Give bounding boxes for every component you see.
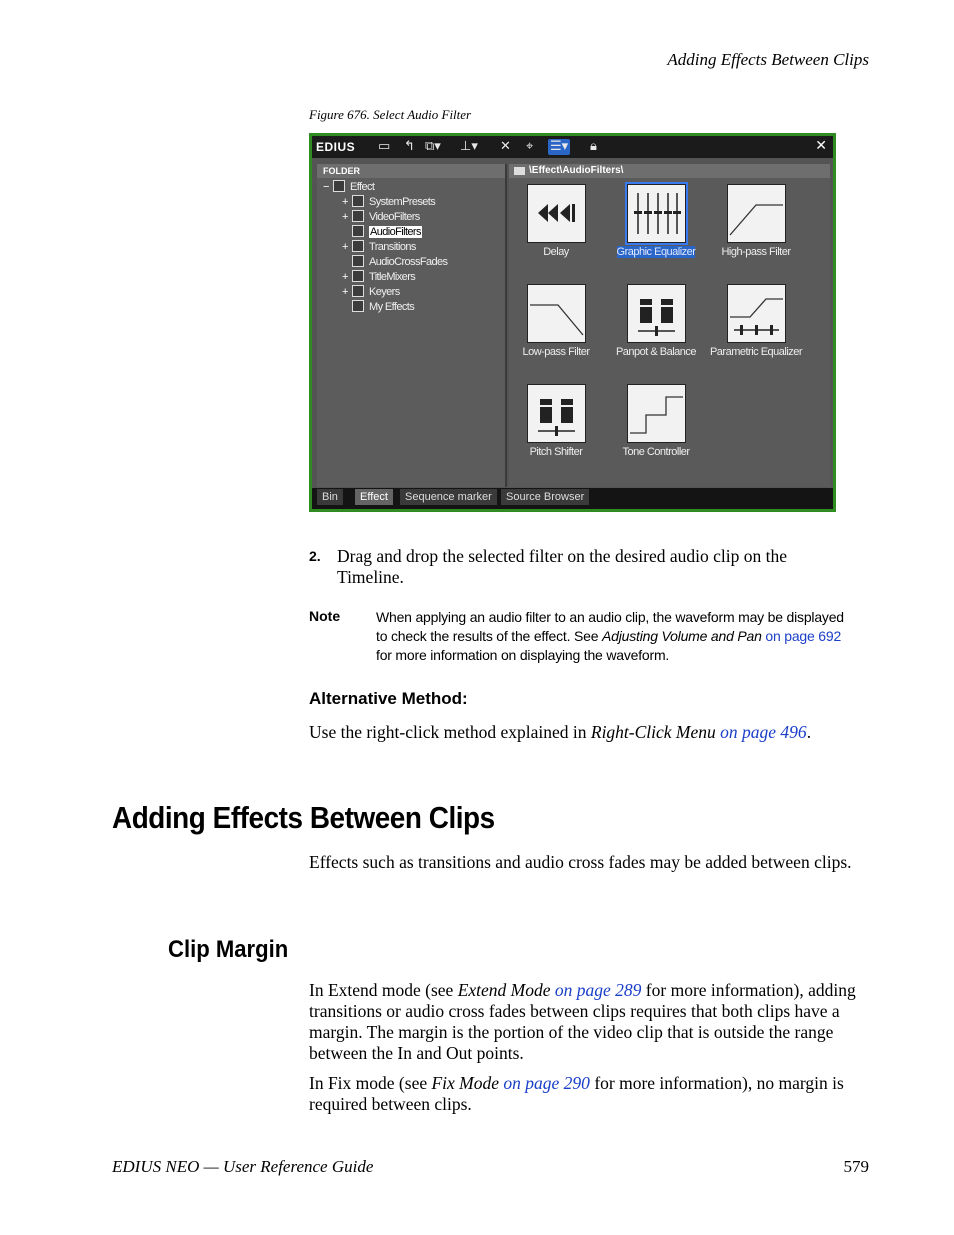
tab-bin[interactable]: Bin [317,489,343,505]
parametric-equalizer-icon [727,284,786,343]
effect-graphic-equalizer[interactable] [606,184,706,258]
keyer-icon [352,285,364,297]
effect-delay[interactable] [506,184,606,258]
delay-icon [527,184,586,243]
tree-expander[interactable]: + [342,196,348,208]
tab-source-browser[interactable]: Source Browser [501,489,589,505]
transition-icon [352,240,364,252]
section-heading: Adding Effects Between Clips [112,800,495,835]
folder-tree-pane [317,164,507,487]
effect-label: Panpot & Balance [615,346,697,358]
tree-expander[interactable]: + [342,271,348,283]
tree-item-label: Keyers [369,286,400,298]
tree-expander[interactable]: + [342,241,348,253]
palette-tabbar [312,488,833,509]
lock-icon[interactable]: 🔒︎ [590,139,597,154]
note-page-link[interactable]: on page 692 [765,628,842,644]
effect-label: Pitch Shifter [529,446,583,458]
clip-margin-paragraph-2: In Fix mode (see Fix Mode on page 290 for more information), no margin is required between clips. [309,1073,844,1114]
delete-icon[interactable]: ✕ [500,139,511,154]
folder-icon [352,300,364,312]
subsection-heading: Clip Margin [168,936,289,963]
video-filter-icon [352,210,364,222]
fix-mode-ref: Fix Mode [431,1073,500,1093]
properties-icon[interactable]: ⌖ [526,139,534,154]
effect-tone-controller[interactable] [606,384,706,458]
fix-mode-page-link[interactable]: on page 290 [503,1073,590,1093]
title-mixer-icon [352,270,364,282]
tree-item-label: Transitions [369,241,416,253]
high-pass-filter-icon [727,184,786,243]
tree-item-label: SystemPresets [369,196,436,208]
low-pass-filter-icon [527,284,586,343]
tree-item-label: TitleMixers [369,271,416,283]
tree-expander[interactable]: − [323,181,329,193]
audio-filter-icon [352,225,364,237]
tree-item-label: VideoFilters [369,211,420,223]
path-text: \Effect\AudioFilters\ [529,165,624,176]
note-ref-title: Adjusting Volume and Pan [602,628,762,644]
tree-item-transitions[interactable] [342,240,416,255]
effect-high-pass-filter[interactable] [706,184,806,258]
tree-item-keyers[interactable] [342,285,400,300]
note-label: Note [309,608,341,624]
tree-item-label: AudioCrossFades [369,256,448,268]
folder-header: FOLDER [317,164,505,178]
crossfade-icon [352,255,364,267]
tone-controller-icon [627,384,686,443]
effect-parametric-equalizer[interactable] [706,284,806,358]
tree-item-label: Effect [350,181,375,193]
tree-item-label: My Effects [369,301,415,313]
edius-effect-palette-screenshot [309,133,836,512]
page-number: 579 [843,1157,869,1176]
running-head: Adding Effects Between Clips [667,50,869,69]
folder-open-icon [333,180,345,192]
tree-expander[interactable]: + [342,211,348,223]
clip-margin-paragraph-1: In Extend mode (see Extend Mode on page 289 for more information), adding transitions or audio cross fades between clips requires that both clips have a margin. The margin is the portion of the video clip that is outside the range between the In and Out points. [309,980,856,1063]
step-number: 2. [309,548,321,564]
palette-toolbar [312,136,833,158]
effect-pitch-shifter[interactable] [506,384,606,458]
note-text: When applying an audio filter to an audio clip, the waveform may be displayed to check the results of the effect. See Adjusting Volume and Pan on page 692 for more information on displaying the waveform. [376,609,844,663]
effect-low-pass-filter[interactable] [506,284,606,358]
tree-item-label: AudioFilters [370,226,421,238]
effect-label: Graphic Equalizer [616,246,696,258]
tab-effect[interactable]: Effect [355,489,393,505]
tree-item-systempresets[interactable] [342,195,435,210]
align-dropdown-icon[interactable]: ⊥▾ [460,139,478,154]
folder-icon [514,167,525,175]
close-icon[interactable]: ✕ [815,138,827,154]
footer-guide-title: EDIUS NEO — User Reference Guide [112,1157,374,1176]
effect-label: High-pass Filter [721,246,791,258]
alt-page-link[interactable]: on page 496 [720,722,807,742]
folder-icon [352,195,364,207]
tree-item-audiocrossfades[interactable] [342,255,447,270]
effect-label: Low-pass Filter [522,346,590,358]
up-level-icon[interactable]: ↰ [404,139,415,154]
effect-label: Delay [543,246,569,258]
effect-label: Parametric Equalizer [709,346,803,358]
edius-logo: EDIUS [316,140,356,154]
figure-caption: Figure 676. Select Audio Filter [309,107,472,122]
copy-dropdown-icon[interactable]: ⧉▾ [425,139,441,154]
effect-panpot-balance[interactable] [606,284,706,358]
section-intro: Effects such as transitions and audio cross fades may be added between clips. [309,852,852,872]
extend-mode-page-link[interactable]: on page 289 [554,980,642,1000]
tab-sequence-marker[interactable]: Sequence marker [400,489,497,505]
tree-item-titlemixers[interactable] [342,270,415,285]
alternative-method-heading: Alternative Method: [309,689,468,708]
step-text: Drag and drop the selected filter on the desired audio clip on the Timeline. [337,546,787,587]
tree-item-myeffects[interactable] [342,300,414,315]
tree-item-videofilters[interactable] [342,210,420,225]
panpot-balance-icon [627,284,686,343]
tree-expander[interactable]: + [342,286,348,298]
tree-item-audiofilters[interactable] [342,225,422,240]
effect-content-pane [509,164,830,487]
alternative-method-text: Use the right-click method explained in Right-Click Menu on page 496. [309,722,812,742]
view-mode-icon[interactable]: ☰▾ [550,139,569,154]
tree-item-effect[interactable] [323,180,374,195]
alt-ref-title: Right-Click Menu [590,722,716,742]
extend-mode-ref: Extend Mode [457,980,551,1000]
graphic-equalizer-icon [627,184,686,243]
effect-label: Tone Controller [622,446,690,458]
pitch-shifter-icon [527,384,586,443]
folder-icon[interactable]: ▭ [378,139,391,154]
path-bar [509,164,830,178]
